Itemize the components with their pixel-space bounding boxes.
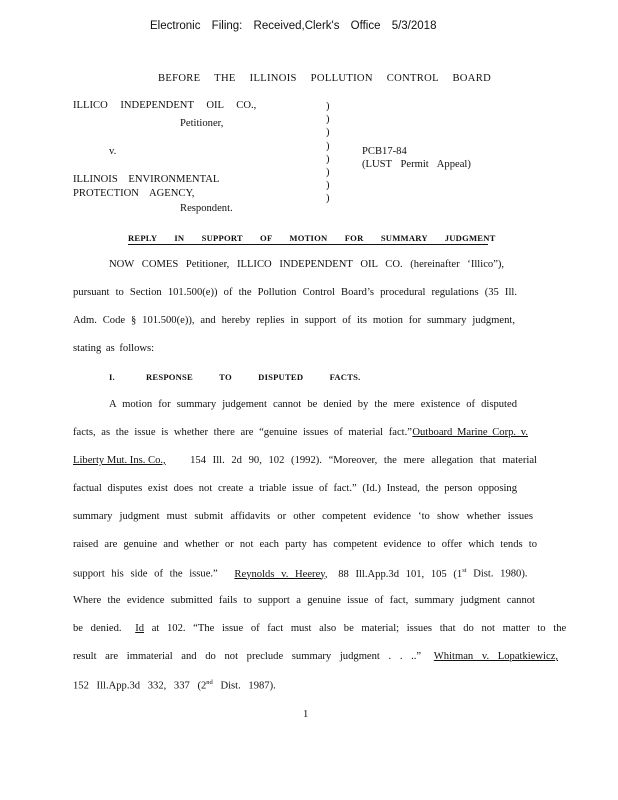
respondent-role: Respondent.: [180, 203, 233, 214]
body-text: 88 Ill.App.3d 101, 105 (1: [338, 568, 463, 580]
case-citation-link: Liberty Mut. Ins. Co.,: [73, 455, 166, 466]
case-citation-link: Whitman v. Lopatkiewicz,: [433, 651, 559, 662]
body-line-8: Where the evidence submitted fails to support a genuine issue of fact, summary judgment cannot: [73, 595, 535, 606]
body-text: Dist. 1980).: [473, 568, 528, 580]
body-line-5: summary judgment must submit affidavits or other competent evidence ‘to show whether issues: [73, 511, 533, 522]
title-underline: [128, 244, 488, 245]
petitioner-name: ILLICO INDEPENDENT OIL CO.,: [73, 100, 257, 111]
body-line-10: [73, 651, 558, 662]
body-line-7: [73, 567, 528, 580]
case-citation-link: Id: [135, 623, 145, 634]
paren: ): [326, 180, 330, 192]
body-text: support his side of the issue.”: [73, 568, 218, 580]
ordinal-suffix: st: [462, 567, 467, 574]
case-citation-link: Reynolds v. Heerey,: [234, 568, 328, 580]
case-type: (LUST Permit Appeal): [362, 159, 471, 170]
body-text: result are immaterial and do not preclude summary judgment . . ..”: [73, 651, 422, 662]
body-line-2: [73, 427, 528, 438]
paren: ): [326, 140, 330, 152]
intro-line-2: pursuant to Section 101.500(e)) of the Pollution Control Board’s procedural regulations (35 Ill.: [73, 287, 517, 298]
intro-line-3: Adm. Code § 101.500(e)), and hereby replies in support of its motion for summary judgment,: [73, 315, 515, 326]
ordinal-suffix: nd: [206, 679, 213, 686]
body-text: at 102. “The issue of fact must also be material; issues that do not matter to the: [151, 623, 567, 634]
body-line-11: [73, 679, 276, 692]
body-line-3: [73, 455, 537, 466]
body-text: Dist. 1987).: [220, 680, 276, 692]
page-number: 1: [303, 709, 309, 720]
paren: ): [326, 193, 330, 205]
versus: v.: [109, 146, 117, 157]
board-title: BEFORE THE ILLINOIS POLLUTION CONTROL BOARD: [158, 73, 492, 84]
intro-line-4: stating as follows:: [73, 343, 155, 354]
caption-parentheses: [326, 100, 330, 206]
petitioner-role: Petitioner,: [180, 118, 224, 129]
case-citation-link: Outboard Marine Corp. v.: [412, 427, 528, 438]
body-text: facts, as the issue is whether there are “genuine issues of material fact.”: [73, 427, 412, 438]
body-line-6: raised are genuine and whether or not each party has competent evidence to offer which tends to: [73, 539, 537, 550]
paren: ): [326, 101, 330, 112]
intro-line-1: NOW COMES Petitioner, ILLICO INDEPENDENT OIL CO. (hereinafter ‘Illico”),: [109, 259, 505, 270]
section-number: I.: [109, 372, 115, 382]
body-line-1: A motion for summary judgement cannot be denied by the mere existence of disputed: [109, 399, 517, 410]
respondent-line-1: ILLINOIS ENVIRONMENTAL: [73, 174, 220, 185]
paren: ): [326, 127, 330, 139]
body-line-9: [73, 623, 566, 634]
body-text: be denied.: [73, 623, 122, 634]
section-title: RESPONSE TO DISPUTED FACTS.: [146, 372, 361, 382]
body-text: 154 Ill. 2d 90, 102 (1992). “Moreover, the mere allegation that material: [190, 455, 537, 466]
body-line-4: factual disputes exist does not create a triable issue of fact.” (Id.) Instead, the person opposing: [73, 483, 517, 494]
body-text: 152 Ill.App.3d 332, 337 (2: [73, 680, 207, 692]
paren: ): [326, 114, 330, 126]
document-title: REPLY IN SUPPORT OF MOTION FOR SUMMARY JUDGMENT: [128, 233, 496, 243]
case-number: PCB17-84: [362, 146, 407, 157]
paren: ): [326, 167, 330, 179]
paren: ): [326, 153, 330, 165]
respondent-line-2: PROTECTION AGENCY,: [73, 188, 195, 199]
filing-header: Electronic Filing: Received,Clerk's Office 5/3/2018: [150, 20, 437, 32]
